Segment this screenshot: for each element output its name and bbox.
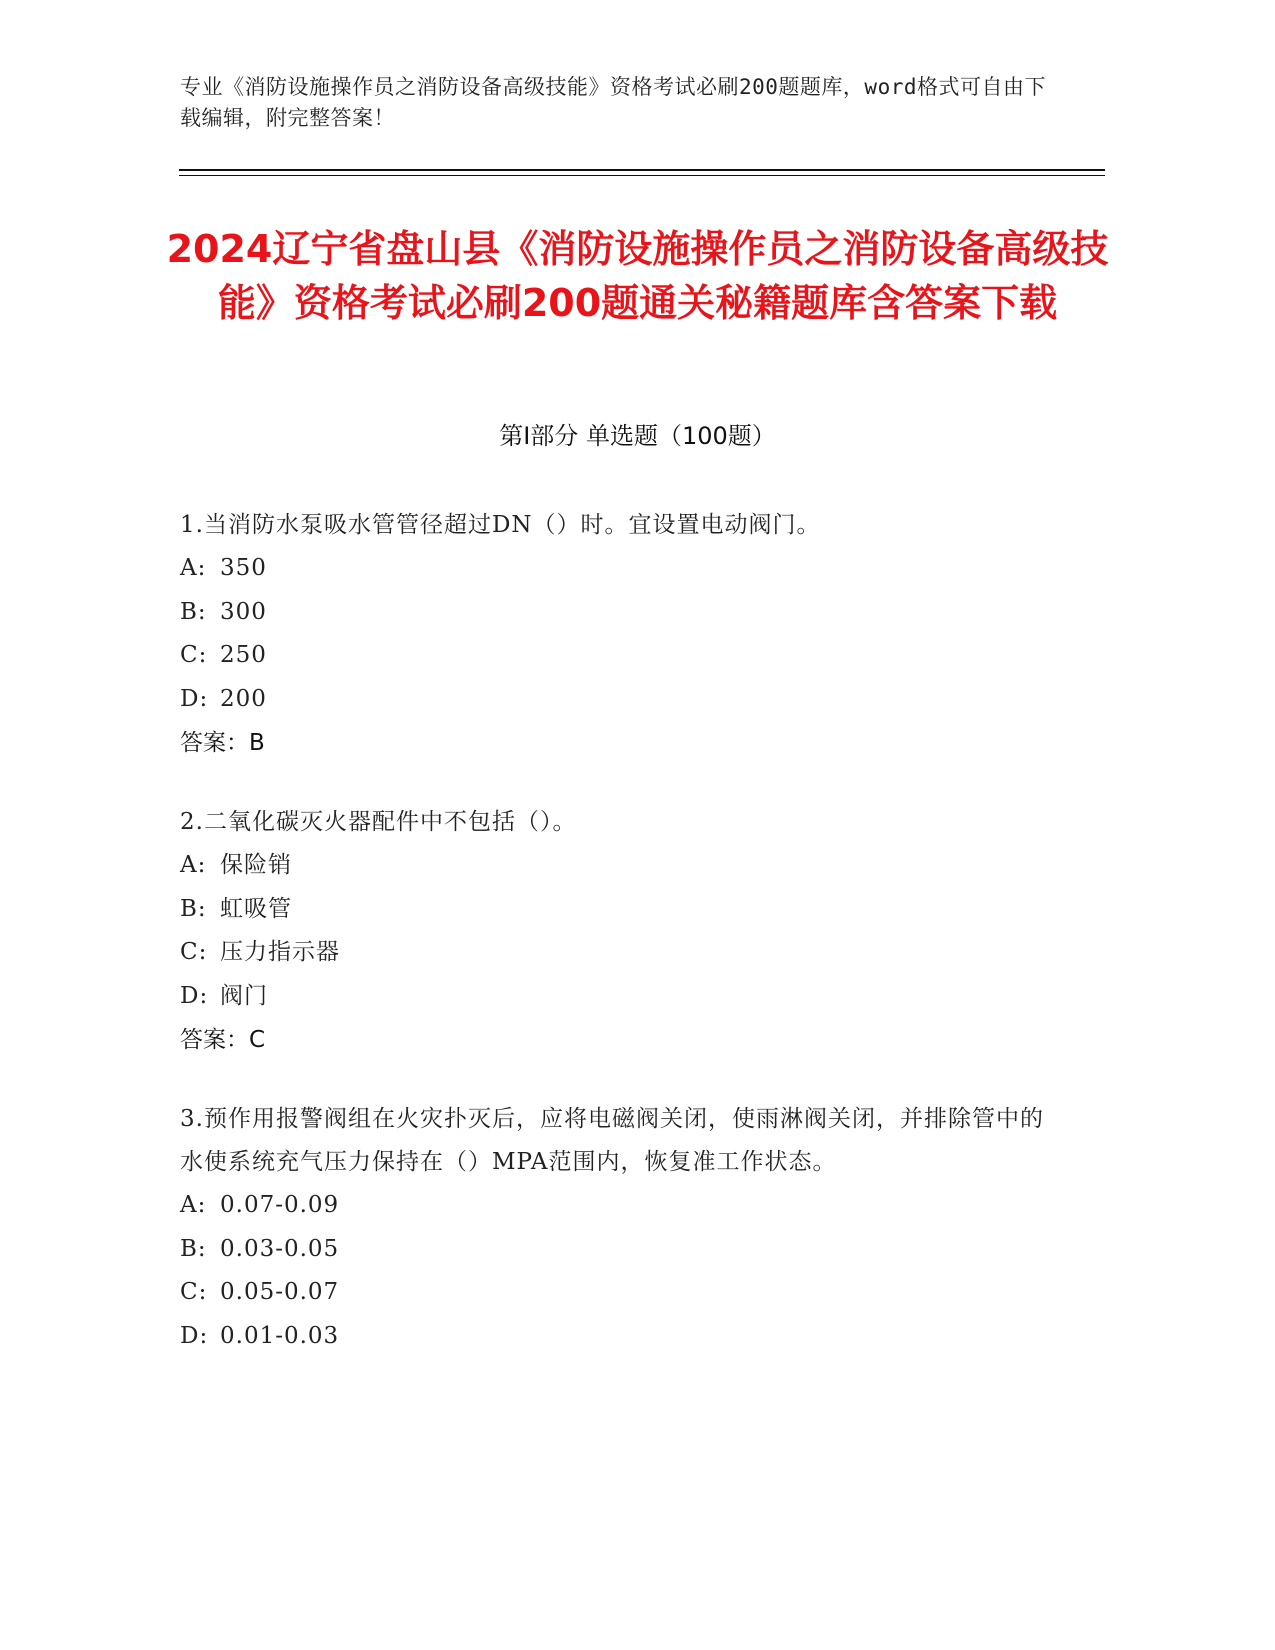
option-c [180,1271,1060,1315]
question-1 [180,504,1060,765]
option-key: D: [180,982,209,1009]
option-d [180,1315,1060,1359]
header-note: 专业《消防设施操作员之消防设备高级技能》资格考试必刷200题题库，word格式可自由下载编辑，附完整答案！ [180,75,1046,130]
option-a [180,547,1060,591]
option-text: 保险销 [220,852,292,878]
section-title: 第Ⅰ部分 单选题（100题） [499,422,776,450]
option-text: 0.05-0.07 [220,1279,340,1305]
option-text: 350 [220,555,267,581]
option-text: 300 [220,598,267,625]
question-stem: 3.预作用报警阀组在火灾扑灭后，应将电磁阀关闭，使雨淋阀关闭，并排除管中的水使系统充气压力保持在（）MPA范围内，恢复准工作状态。 [180,1106,1044,1175]
option-b [180,888,1060,932]
question-3 [180,1098,1060,1358]
option-b [180,591,1060,635]
option-c [180,931,1060,975]
option-text: 虹吸管 [220,895,292,922]
option-c [180,634,1060,678]
header-divider-thin [179,175,1105,176]
option-key: D: [180,685,209,712]
option-key: B: [180,1235,207,1262]
option-d [180,678,1060,722]
option-key: C: [180,1279,208,1305]
option-text: 压力指示器 [220,939,340,965]
header-divider-thick [179,169,1105,171]
option-text: 0.01-0.03 [220,1322,340,1349]
option-text: 250 [220,642,267,668]
option-key: A: [180,1192,207,1218]
option-key: B: [180,598,207,625]
option-text: 200 [220,685,267,712]
option-d [180,975,1060,1019]
answer-label: 答案： [180,1027,249,1053]
option-b [180,1228,1060,1272]
option-key: C: [180,642,208,668]
option-key: B: [180,895,207,922]
question-stem: 1.当消防水泵吸水管管径超过DN（）时。宜设置电动阀门。 [180,512,821,538]
question-list [180,504,1060,1394]
answer-line [180,1018,1060,1062]
document-title: 2024辽宁省盘山县《消防设施操作员之消防设备高级技能》资格考试必刷200题通关秘籍题库含答案下载 [166,227,1109,325]
option-key: A: [180,555,207,581]
option-a [180,1184,1060,1228]
answer-line [180,721,1060,765]
question-2 [180,801,1060,1062]
option-key: A: [180,852,207,878]
option-a [180,844,1060,888]
option-text: 0.07-0.09 [220,1192,340,1218]
answer-value: B [249,730,265,756]
option-key: D: [180,1322,209,1349]
option-text: 0.03-0.05 [220,1235,340,1262]
option-text: 阀门 [220,982,268,1009]
answer-label: 答案： [180,730,249,756]
answer-value: C [249,1027,266,1053]
question-stem: 2.二氧化碳灭火器配件中不包括（）。 [180,809,577,835]
option-key: C: [180,939,208,965]
